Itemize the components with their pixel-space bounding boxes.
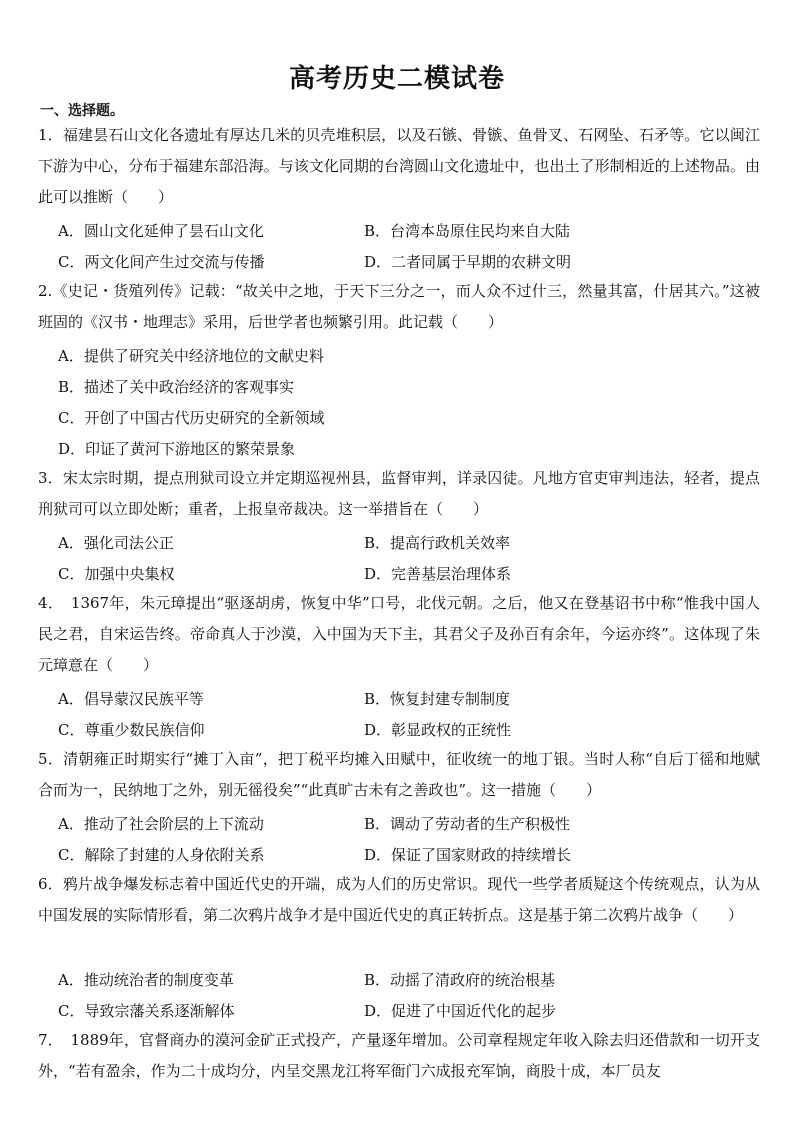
question-1-option-b[interactable]: B．台湾本岛原住民均来自大陆 — [364, 222, 571, 240]
question-4-option-a[interactable]: A．倡导蒙汉民族平等 — [58, 690, 204, 708]
question-4-stem: 4． 1367年，朱元璋提出“驱逐胡虏，恢复中华”口号，北伐元朝。之后，他又在登基诏书中称“惟我中国人民之君，自宋运告终。帝命真人于沙漠，入中国为天下主，其君父子及孙百有余年，今运亦终”。这体现了朱元璋意在（ ） — [38, 594, 760, 674]
question-1-option-c[interactable]: C．两文化间产生过交流与传播 — [58, 253, 265, 271]
question-5-option-c[interactable]: C．解除了封建的人身依附关系 — [58, 846, 265, 864]
question-3-option-c[interactable]: C．加强中央集权 — [58, 565, 175, 583]
question-3-stem: 3．宋太宗时期，提点刑狱司设立并定期巡视州县，监督审判，详录囚徒。凡地方官吏审判违法，轻者，提点刑狱司可以立即处断；重者，上报皇帝裁决。这一举措旨在（ ） — [38, 469, 760, 518]
question-6-option-c[interactable]: C．导致宗藩关系逐渐解体 — [58, 1002, 235, 1020]
question-6-option-a[interactable]: A．推动统治者的制度变革 — [58, 971, 234, 989]
question-2-option-a[interactable]: A．提供了研究关中经济地位的文献史料 — [58, 347, 324, 365]
question-2-option-c[interactable]: C．开创了中国古代历史研究的全新领域 — [58, 409, 325, 427]
question-5-option-a[interactable]: A．推动了社会阶层的上下流动 — [58, 815, 264, 833]
question-4-option-b[interactable]: B．恢复封建专制制度 — [364, 690, 511, 708]
question-6-option-d[interactable]: D．促进了中国近代化的起步 — [364, 1002, 557, 1020]
question-1-stem: 1．福建昙石山文化各遗址有厚达几米的贝壳堆积层，以及石镞、骨镞、鱼骨叉、石网坠、石矛等。它以闽江下游为中心，分布于福建东部沿海。与该文化同期的台湾圆山文化遗址中，也出土了形制相近的上述物品。由此可以推断（ ） — [38, 126, 760, 206]
question-4-option-d[interactable]: D．彰显政权的正统性 — [364, 721, 512, 739]
question-1-option-a[interactable]: A．圆山文化延伸了昙石山文化 — [58, 222, 264, 240]
question-3-option-d[interactable]: D．完善基层治理体系 — [364, 565, 512, 583]
section-heading: 一、选择题。 — [40, 103, 124, 119]
question-5-option-d[interactable]: D．保证了国家财政的持续增长 — [364, 846, 572, 864]
question-5-option-b[interactable]: B．调动了劳动者的生产积极性 — [364, 815, 571, 833]
question-2-option-d[interactable]: D．印证了黄河下游地区的繁荣景象 — [58, 440, 296, 458]
exam-title: 高考历史二模试卷 — [288, 64, 505, 94]
question-2-stem: 2.《史记・货殖列传》记载：“故关中之地，于天下三分之一，而人众不过什三，然量其富，什居其六。”这被班固的《汉书・地理志》采用，后世学者也频繁引用。此记载（ ） — [38, 282, 760, 331]
question-2-option-b[interactable]: B．描述了关中政治经济的客观事实 — [58, 378, 295, 396]
question-1-option-d[interactable]: D．二者同属于早期的农耕文明 — [364, 253, 572, 271]
question-5-stem: 5．清朝雍正时期实行“摊丁入亩”，把丁税平均摊入田赋中，征收统一的地丁银。当时人称“自后丁徭和地赋合而为一，民纳地丁之外，别无徭役矣”“此真旷古未有之善政也”。这一措施（ ） — [38, 750, 760, 799]
question-7-stem: 7． 1889年，官督商办的漠河金矿正式投产，产量逐年增加。公司章程规定年收入除去归还借款和一切开支外，“若有盈余，作为二十成均分，内呈交黑龙江将军衙门六成报充军饷，商股十成，本厂员友 — [38, 1031, 760, 1080]
question-3-option-a[interactable]: A．强化司法公正 — [58, 534, 174, 552]
question-6-stem: 6．鸦片战争爆发标志着中国近代史的开端，成为人们的历史常识。现代一些学者质疑这个传统观点，认为从中国发展的实际情形看，第二次鸦片战争才是中国近代史的真正转折点。这是基于第二次鸦片战争（ ） — [38, 875, 760, 924]
question-6-option-b[interactable]: B．动摇了清政府的统治根基 — [364, 971, 556, 989]
question-3-option-b[interactable]: B．提高行政机关效率 — [364, 534, 511, 552]
question-4-option-c[interactable]: C．尊重少数民族信仰 — [58, 721, 205, 739]
